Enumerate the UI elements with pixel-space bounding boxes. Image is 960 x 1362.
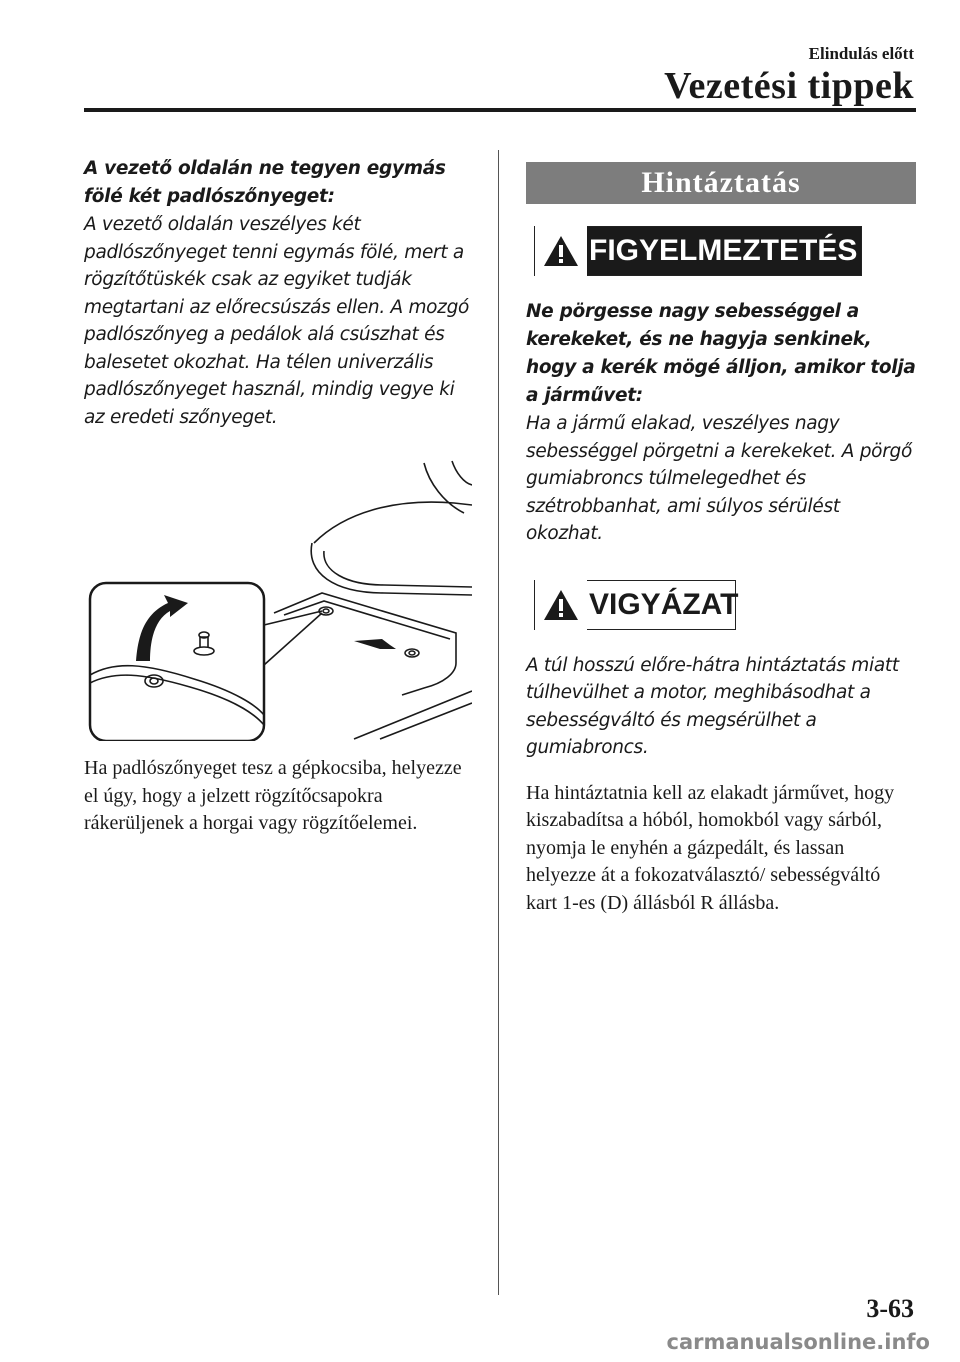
right-column [526,162,916,917]
section-banner: Hintáztatás [526,162,916,204]
floor-mat-heading: A vezető oldalán ne tegyen egymás fölé két padlószőnyeget: [84,158,446,207]
column-divider [498,150,499,1295]
left-column [84,155,472,838]
caution-body: A túl hosszú előre-hátra hintáztatás miatt túlhevülhet a motor, meghibásodhat a sebességváltó és megsérülhet a gumiabroncs. [526,654,899,758]
warning-body: Ha a jármű elakad, veszélyes nagy sebességgel pörgetni a kerekeket. A pörgő gumiabroncs túlmelegedhet és szétrobbanhat, ami súlyos sérülést okozhat. [526,413,912,544]
warning-box [534,226,862,276]
rocking-paragraph: Ha hintáztatnia kell az elakadt járművet, hogy kiszabadítsa a hóból, homokból vagy sárból, nyomja le enyhén a gázpedált, és lassan helyezze át a fokozatválasztó/ sebességváltó kart 1-es (D) állásból R állásba. [526,781,895,914]
page-number: 3-63 [866,1294,914,1323]
chapter-title: Elindulás előtt [808,44,914,63]
header-rule [84,108,916,112]
floor-mat-drawing [84,443,472,741]
warning-heading: Ne pörgesse nagy sebességgel a kerekeket, és ne hagyja senkinek, hogy a kerék mögé álljon, amikor tolja a járművet: [526,301,916,406]
page-title: Vezetési tippek [664,65,914,107]
watermark: carmanualsonline.info [666,1330,930,1354]
warning-label: FIGYELMEZTETÉS [589,234,858,267]
floor-mat-caption: Ha padlószőnyeget tesz a gépkocsiba, helyezze el úgy, hogy a jelzett rögzítőcsapokra rákerüljenek a horgai vagy rögzítőelemei. [84,757,462,834]
warning-triangle-icon [535,226,587,276]
caution-label: VIGYÁZAT [589,587,739,621]
caution-triangle-icon [535,580,587,630]
floor-mat-body: A vezető oldalán veszélyes két padlószőnyeget tenni egymás fölé, mert a rögzítőtüskék csak az egyiket tudják megtartani az előrecsúszás ellen. A mozgó padlószőnyeg a pedálok alá csúszhat és balesetet okozhat. Ha télen univerzális padlószőnyeget használ, mindig vegye ki az eredeti szőnyeget. [84,214,470,428]
floor-mat-illustration [84,443,472,741]
caution-box [534,580,739,630]
